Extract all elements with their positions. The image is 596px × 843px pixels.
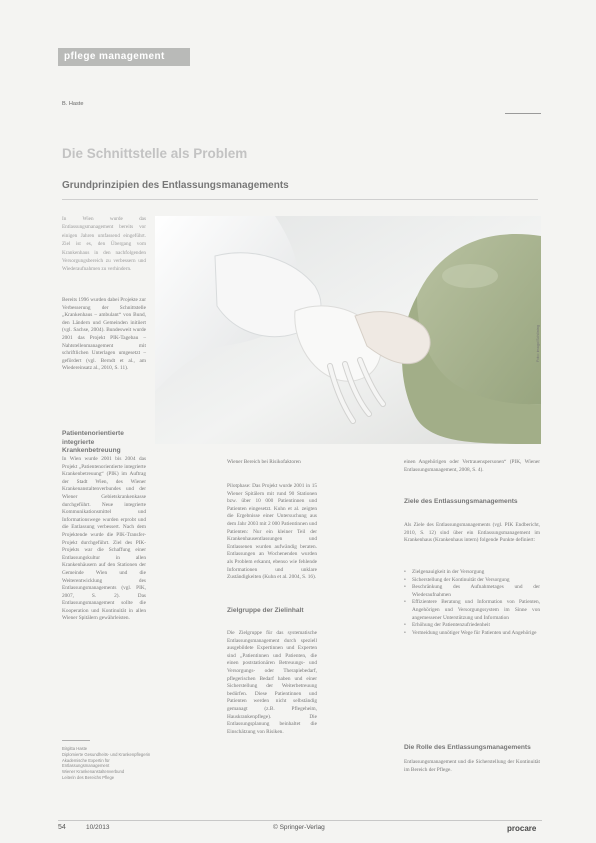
column1-heading: Patientenorientierte integrierte Krankenbetreuung xyxy=(62,430,124,455)
issue-number: 10/2013 xyxy=(86,824,110,831)
list-item: • Effizientere Beratung und Information von Patienten, Angehörigen und Versorgungssystem im Sinne von angemessener Unterstützung und Information xyxy=(404,599,540,622)
article-photo xyxy=(155,216,541,444)
footnote-line: Akademische Expertin für Entlassungsmanagement xyxy=(62,757,110,769)
rubric-label: pflege management xyxy=(64,51,165,62)
column1-paragraph-a: Bereits 1996 wurden dabei Projekte zur Verbesserung der Schnittstelle „Krankenhaus – ambulant“ von Bund, den Ländern und Gemeinden initiiert (vgl. Sachse, 2004). Bundesweit wurde 2001 das Projekt PIK-Tagebau – Nahtstellenmanagement mit schriftlichen Unterlagen umgesetzt – gefördert (vgl. Berndt et al., am Wiedereinsatz al., 2010, S. 11). xyxy=(62,297,146,372)
publisher: © Springer-Verlag xyxy=(273,824,325,831)
subtitle-rule xyxy=(62,199,538,200)
article-title: Die Schnittstelle als Problem xyxy=(62,146,248,161)
footnote-rule xyxy=(62,740,90,741)
author-footnote xyxy=(62,746,152,781)
page-footer xyxy=(0,824,596,836)
intro-paragraph: In Wien wurde das Entlassungsmanagement bereits vor einigen Jahren umfassend eingeführt. Ziel ist es, den Übergang vom Krankenhaus in den nachfolgenden Versorgungsbereich zu verbessern und Wiederaufnahmen zu verhindern. xyxy=(62,216,146,273)
list-item: • Sicherstellung der Kontinuität der Versorgung xyxy=(404,577,540,585)
list-item: • Erhöhung der Patientenzufriedenheit xyxy=(404,622,540,630)
section-rubric xyxy=(58,48,190,66)
author-name: B. Haste xyxy=(62,101,84,107)
column1-paragraph-b: In Wien wurde 2001 bis 2004 das Projekt „Patientenorientierte integrierte Krankenbetreuung“ (PIK) im Auftrag der Stadt Wien, des Wiener Krankenanstaltenverbundes und der Wiener Gebietskrankenkasse durchgeführt. Neue integrierte Kommunikationsmittel und Informationswege wurden erprobt und die Entlassung verbessert. Nach dem Projektende wurde die PIK-Transfer-Projekt durchgeführt. Ziel des PIK-Projekts war die Schaffung einer Entlassungskultur in allen Krankenhäusern auf den Stationen der Gemeinde Wien und die Weiterentwicklung des Entlassungsmanagements (vgl. PIK, 2007, S. 2). Das Entlassungsmanagement sollte die Kooperation und Kontinuität in allen Wiener Spitälern gewährleisten. xyxy=(62,456,146,622)
footer-rule xyxy=(58,820,542,821)
column3-paragraph-b: Als Ziele des Entlassungsmanagements (vgl. PIK Endbericht, 2010, S. 12) sind über ein Entlassungsmanagement im Krankenhaus (Krankenhaus intern) folgende Punkte definiert: xyxy=(404,522,540,544)
list-item: • Beschränkung des Aufnahmetages und der Wiederaufnahmen xyxy=(404,584,540,599)
page-number: 54 xyxy=(58,824,66,831)
footnote-line: Diplomierte Gesundheits- und Krankenpflegerin xyxy=(62,751,151,757)
column3-paragraph-a: einen Angehörigen oder Vertrauenspersonen“ (PIK, Wiener Entlassungsmanagement, 2008, S. 4). xyxy=(404,459,540,473)
header-rule xyxy=(505,113,541,114)
footnote-line: Wiener Krankenanstaltenverbund xyxy=(62,769,125,775)
article-subtitle: Grundprinzipien des Entlassungsmanagements xyxy=(62,180,289,191)
list-item: • Zielgenauigkeit in der Versorgung xyxy=(404,569,540,577)
photo-credit: Foto: imago/Schöning xyxy=(536,325,540,362)
column3-heading: Ziele des Entlassungsmanagements xyxy=(404,498,518,505)
footnote-line: Birgitta Haste xyxy=(62,746,88,751)
column2-heading: Zielgruppe der Zielinhalt xyxy=(227,607,304,614)
column3-paragraph-c: Entlassungsmanagement und die Sicherstellung der Kontinuität im Bereich der Pflege. xyxy=(404,759,540,773)
goals-list xyxy=(404,569,540,637)
column3-heading-2: Die Rolle des Entlassungsmanagements xyxy=(404,744,531,751)
column2-paragraph-a: Wiener Bereich bei Risikofaktoren xyxy=(227,459,301,465)
column2-paragraph-c: Die Zielgruppe für das systematische Entlassungsmanagement durch speziell ausgebildete Expertinnen und Experten sind „Patientinnen und Patienten, die einen poststationären Betreuungs- und Versorgungs- oder Therapiebedarf, pflegerischen Bedarf haben und einer Sicherstellung der Weiterbetreuung bedürfen. Diese Patientinnen und Patienten werden nicht selbständig gemanagt (z.B. Pflegeheim, Hauskrankenpflege). Die Entlassungsplanung beinhaltet die Einschätzung von Risiken. xyxy=(227,630,317,735)
footnote-line: Leiterin des Bereichs Pflege xyxy=(62,774,115,780)
list-item: • Vermeidung unnötiger Wege für Patienten und Angehörige xyxy=(404,630,540,638)
column2-paragraph-b: Pilotphase: Das Projekt wurde 2001 in 15 Wiener Spitälern mit rund 90 Stationen bzw. über 10 000 Patientinnen und Patienten eingesetzt. Kuhn et al. zeigten die Ergebnisse einer Untersuchung aus dem Jahr 2003 mit 2 000 Patientinnen und Patienten: Nur ein kleiner Teil der Krankenhausentlassungen und Entlassenen wurden aufwändig beraten. Entlassungen an Wochenenden wurden als Problem erkannt, ebenso wie fehlende Informationen und unklare Zuständigkeiten (Kuhn et al. 2004, S. 16). xyxy=(227,483,317,581)
journal-name: procare xyxy=(507,824,537,833)
